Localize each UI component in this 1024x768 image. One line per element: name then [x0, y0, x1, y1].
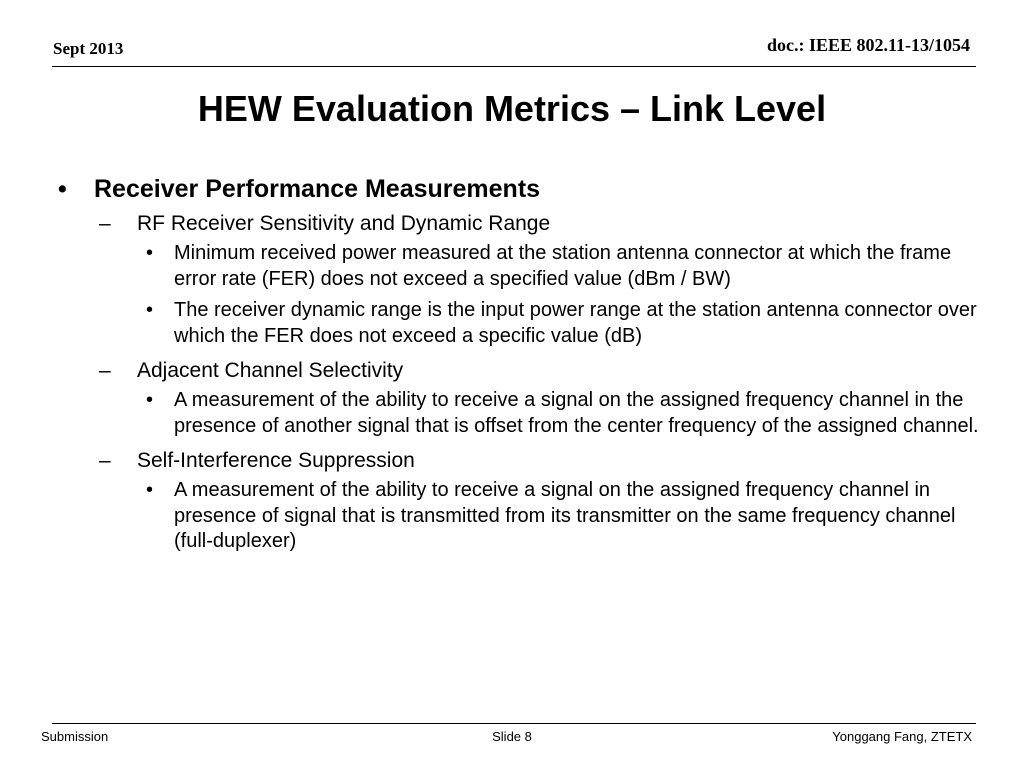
subsection-text: RF Receiver Sensitivity and Dynamic Range	[137, 212, 551, 235]
item-marker: •	[146, 242, 154, 264]
item-text: Minimum received power measured at the station antenna connector at which the frame error rate (FER) does not exceed a specified value (dBm / BW)	[174, 242, 952, 290]
subsection-self-interference	[99, 447, 988, 474]
header-date: Sept 2013	[53, 39, 124, 58]
item-text: A measurement of the ability to receive a signal on the assigned frequency channel in the presence of another signal that is offset from the center frequency of the assigned channel.	[174, 389, 979, 437]
subsection-adjacent-channel	[99, 357, 988, 384]
item-marker: •	[146, 479, 154, 501]
header-doc-id: doc.: IEEE 802.11-13/1054	[766, 35, 970, 55]
footer-divider	[52, 723, 976, 724]
bullet-marker: •	[58, 175, 67, 203]
item-marker: •	[146, 389, 154, 411]
slide-title: HEW Evaluation Metrics – Link Level	[197, 88, 827, 129]
dash-marker: –	[99, 359, 111, 382]
bullet-receiver-performance	[58, 172, 988, 206]
footer-submission: Submission	[41, 729, 109, 744]
item-min-received-power	[146, 241, 996, 292]
subsection-text: Self-Interference Suppression	[137, 449, 415, 472]
item-text: The receiver dynamic range is the input power range at the station antenna connector over which the FER does not exceed a specific value (dB)	[174, 299, 977, 347]
item-marker: •	[146, 299, 154, 321]
footer-slide-number: Slide 8	[492, 729, 532, 744]
footer-author: Yonggang Fang, ZTETX	[832, 729, 972, 744]
item-text: A measurement of the ability to receive a signal on the assigned frequency channel in presence of signal that is transmitted from its transmitter on the same frequency channel (full-duplexer)	[174, 479, 956, 552]
header-divider	[52, 66, 976, 67]
item-self-interference-measurement	[146, 478, 996, 555]
item-dynamic-range	[146, 298, 996, 349]
subsection-text: Adjacent Channel Selectivity	[137, 359, 404, 382]
bullet-text: Receiver Performance Measurements	[94, 175, 541, 203]
slide-content	[58, 172, 988, 555]
item-adjacent-channel-measurement	[146, 388, 996, 439]
dash-marker: –	[99, 212, 111, 235]
dash-marker: –	[99, 449, 111, 472]
subsection-rf-sensitivity	[99, 210, 988, 237]
